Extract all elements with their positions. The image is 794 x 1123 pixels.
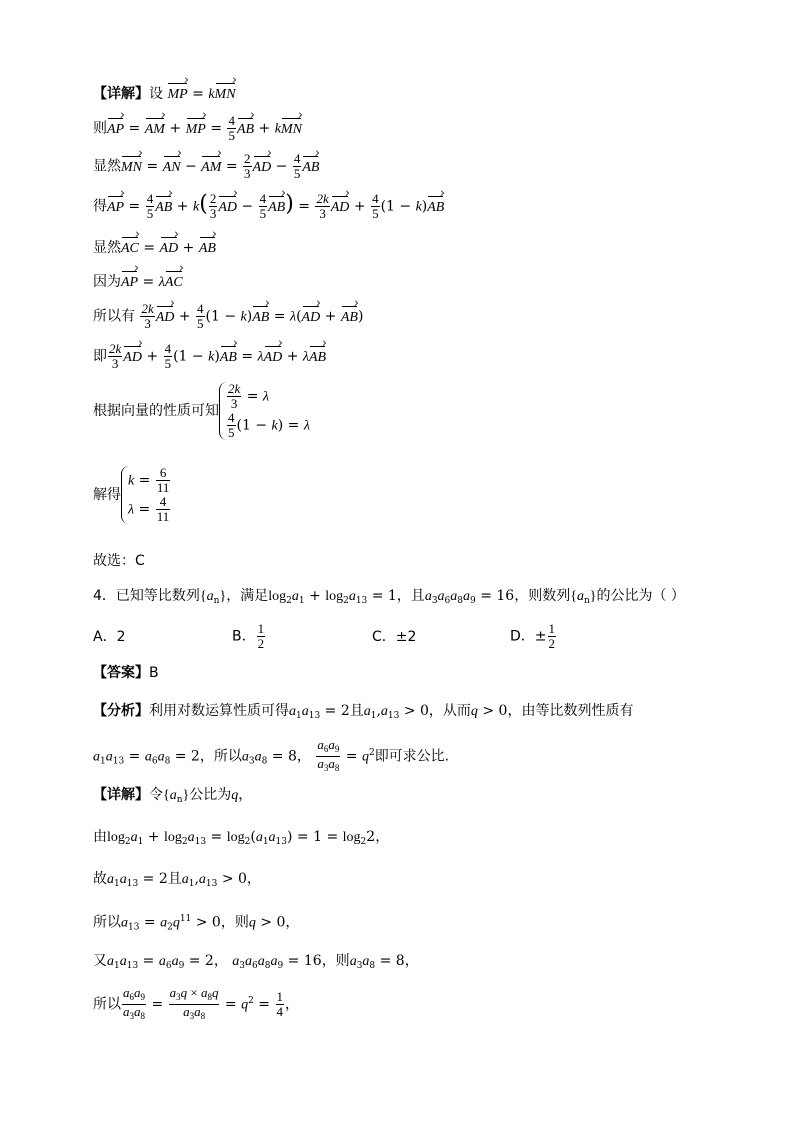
option-b: B． $\frac{1}{2}$ [232,621,265,651]
option-c: C．±2 [372,629,417,645]
detail-2-line-5: 又$a_1a_{13} = a_6a_9 = 2$， $a_3a_6a_8a_9 = 16$，则$a_3a_8 = 8$， [93,953,419,971]
equation-system-1: 根据向量的性质可知 $\frac{2k}{3}$ = λ $\frac{4}{5}$ (1 − k) = λ [93,381,310,440]
equation-line-5: 显然AC = AD + AB [93,234,216,258]
detail-2-line-6: 所以 $\frac{a_6a_9}{a_3a_8}$ = $\frac{a_3q \times a_8q}{a_3a_8}$ = $q^2$ = $\frac{1}{4}$ ， [93,985,299,1021]
equation-line-8: 即 $\frac{2k}{3}$ AD + $\frac{4}{5}$ (1 − k)AB = λAD + λAB [93,341,327,371]
option-d: D．± $\frac{1}{2}$ [510,621,556,651]
equation-line-4: 得AP = $\frac{4}{5}$ AB + k( $\frac{2}{3}$ AD − $\frac{4}{5}$ AB) = $\frac{2k}{3}$ AD + $\frac{4}{5}$ (1 − k)AB [93,191,445,221]
detail-label-2: 【详解】 [93,787,149,803]
detail-2-line-4: 所以$a_{13} = a_2q^{11} > 0$，则q > 0， [93,914,300,933]
answer-label: 【答案】 [93,665,149,681]
analysis-line-2: $a_1a_{13} = a_6a_8 = 2$，所以$a_3a_8 = 8$， $\frac{a_6a_9}{a_3a_8}$ = $q^2$即可求公比. [93,737,450,773]
equation-line-6: 因为AP = λAC [93,268,183,292]
choice-line: 故选：C [93,553,145,569]
detail-line-1: 【详解】设 MP = kMN [93,80,236,104]
detail-2-line-3: 故$a_1a_{13} = 2$且$a_1,a_{13} > 0$， [93,871,261,889]
solution-system: 解得 k = $\frac{6}{11}$ λ = $\frac{4}{11}$ [93,465,170,524]
answer-line: 【答案】B [93,665,159,681]
analysis-label: 【分析】 [93,703,149,719]
detail-2-line-1: 【详解】令$\{a_n\}$公比为q， [93,787,253,805]
detail-2-line-2: 由$\log_2a_1 + \log_2a_{13} = \log_2(a_1a_{13}) = 1 = \log_22$， [93,829,390,847]
detail-label: 【详解】 [93,86,149,102]
option-a: A．2 [93,629,126,645]
question-4: 4．已知等比数列$\{a_n\}$，满足$\log_2a_1 + \log_2a_{13} = 1$，且$a_3a_6a_8a_9 = 16$，则数列$\{a_n\}$的公比为（ ） [93,588,685,606]
equation-line-3: 显然MN = AN − AM = $\frac{2}{3}$ AD − $\frac{4}{5}$ AB [93,151,320,181]
equation-line-7: 所以有 $\frac{2k}{3}$ AD + $\frac{4}{5}$ (1 − k)AB = λ(AD + AB) [93,301,364,331]
equation-line-2: 则AP = AM + MP = $\frac{4}{5}$ AB + kMN [93,113,302,143]
analysis-line-1: 【分析】利用对数运算性质可得$a_1a_{13} = 2$且$a_1,a_{13} > 0$，从而q > 0，由等比数列性质有 [93,703,634,721]
